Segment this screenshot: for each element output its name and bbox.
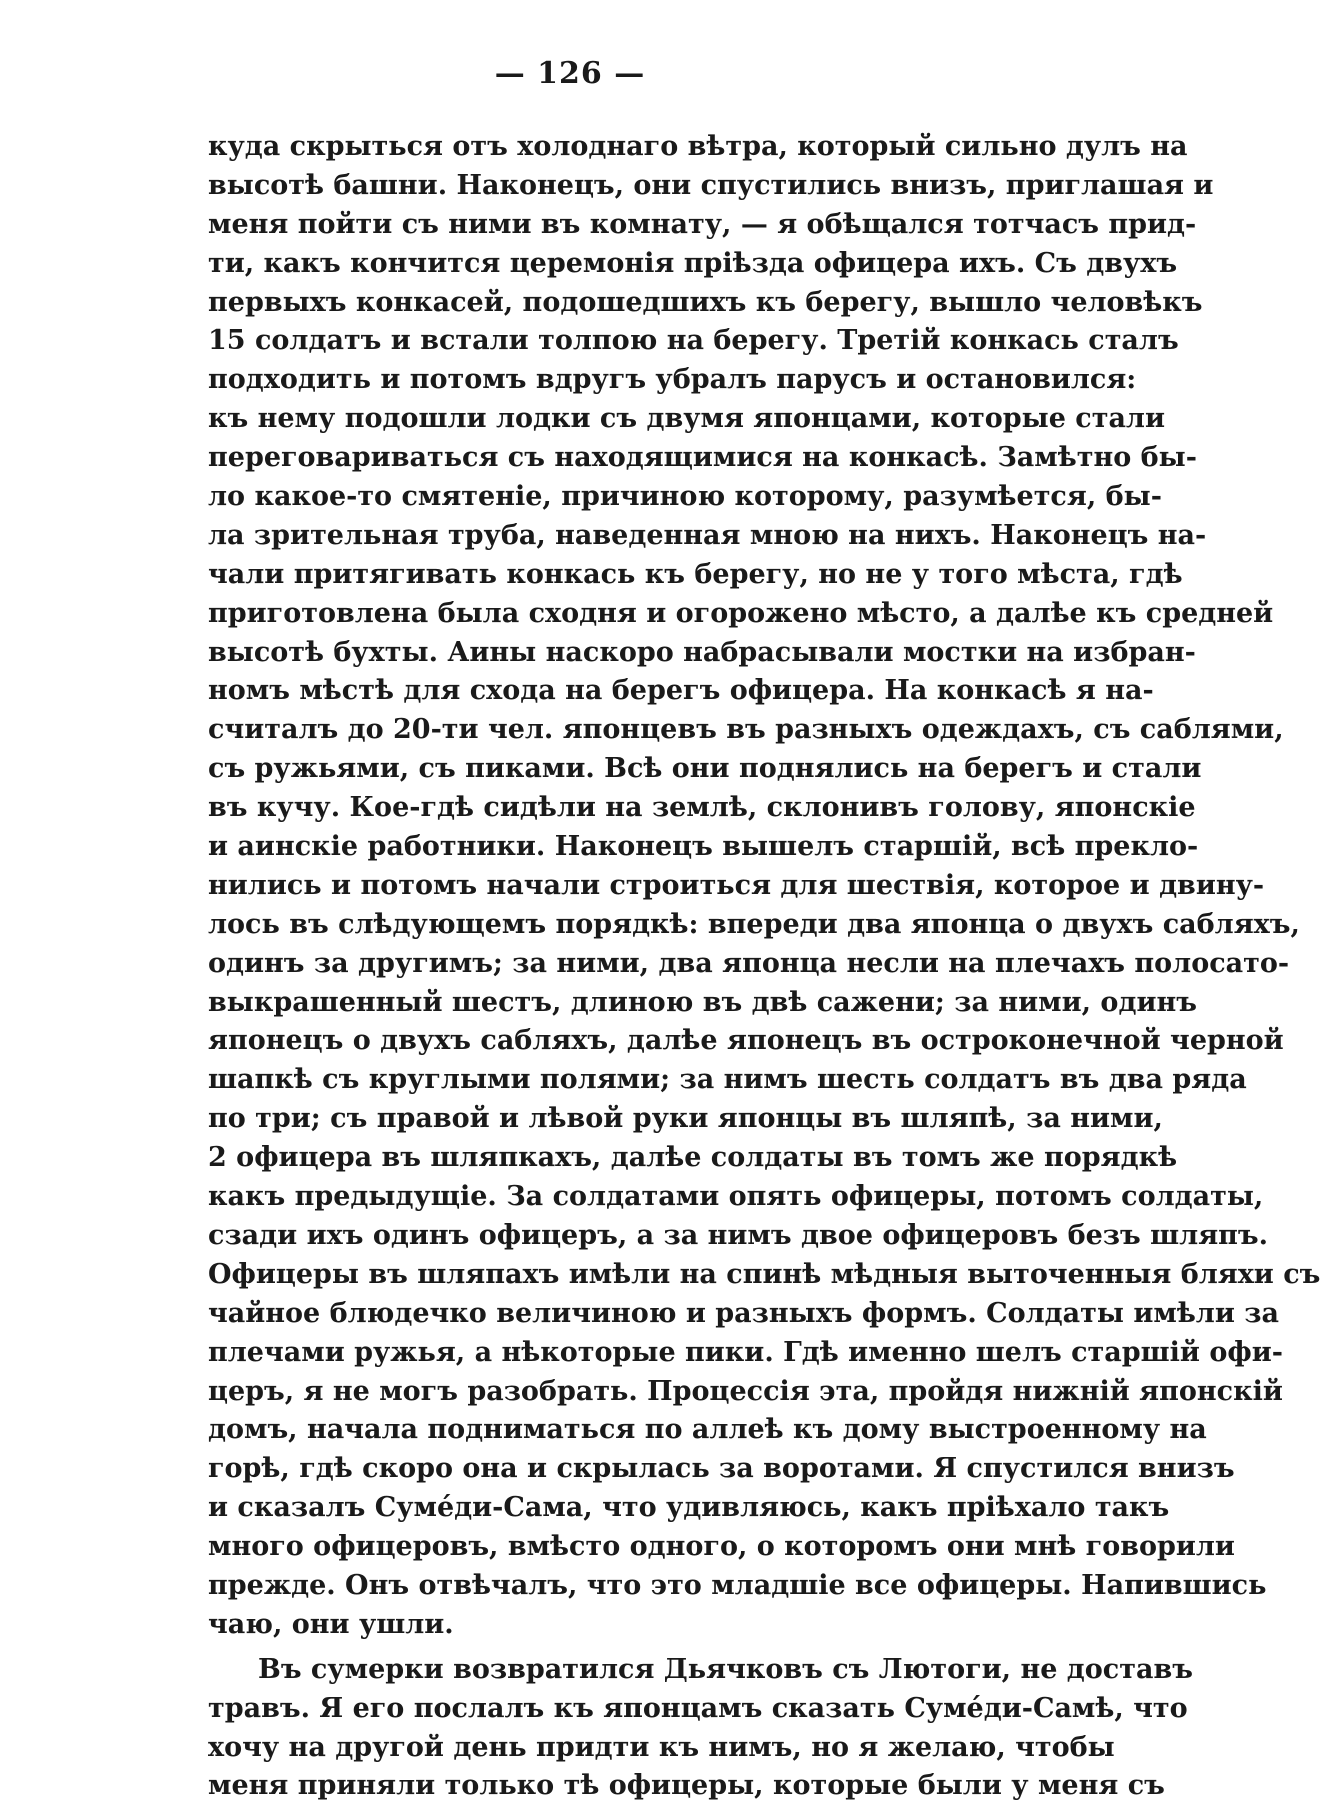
text-line: куда скрыться отъ холоднаго вѣтра, который сильно дулъ на: [208, 131, 1188, 162]
text-line: подходить и потомъ вдругъ убралъ парусъ и остановился:: [208, 364, 1137, 396]
text-line: чайное блюдечко величиною и разныхъ формъ. Солдаты имѣли за: [208, 1297, 1279, 1329]
page-number: — 126 —: [494, 56, 646, 91]
text-line: горѣ, гдѣ скоро она и скрылась за воротами. Я спустился внизъ: [208, 1453, 1235, 1485]
text-line: 2 офицера въ шляпкахъ, далѣе солдаты въ томъ же порядкѣ: [208, 1142, 1178, 1174]
text-line: много офицеровъ, вмѣсто одного, о которомъ они мнѣ говорили: [208, 1531, 1235, 1563]
text-line: по три; съ правой и лѣвой руки японцы въ шляпѣ, за ними,: [208, 1103, 1163, 1135]
text-line: номъ мѣстѣ для схода на берегъ офицера. На конкасѣ я на-: [208, 675, 1154, 707]
text-line: ти, какъ кончится церемонія пріѣзда офицера ихъ. Съ двухъ: [208, 247, 1178, 279]
paragraph-1: [208, 128, 1320, 1645]
text-line: считалъ до 20-ти чел. японцевъ въ разныхъ одеждахъ, съ саблями,: [208, 714, 1284, 746]
text-line: 15 солдатъ и встали толпою на берегу. Третій конкась сталъ: [208, 325, 1179, 357]
text-line: прежде. Онъ отвѣчалъ, что это младшіе все офицеры. Напившись: [208, 1569, 1267, 1601]
text-line: хочу на другой день придти къ нимъ, но я желаю, чтобы: [208, 1731, 1115, 1763]
text-line: чаю, они ушли.: [208, 1608, 454, 1640]
text-line: первыхъ конкасей, подошедшихъ къ берегу, вышло человѣкъ: [208, 286, 1203, 318]
text-line: домъ, начала подниматься по аллеѣ къ дому выстроенному на: [208, 1414, 1207, 1446]
text-line: высотѣ башни. Наконецъ, они спустились внизъ, приглашая и: [208, 169, 1214, 201]
text-line: выкрашенный шестъ, длиною въ двѣ сажени; за ними, одинъ: [208, 986, 1197, 1018]
text-line: и сказалъ Суме́ди-Сама, что удивляюсь, какъ пріѣхало такъ: [208, 1492, 1170, 1524]
text-line: Офицеры въ шляпахъ имѣли на спинѣ мѣдныя выточенныя бляхи съ: [208, 1258, 1320, 1290]
text-line: нились и потомъ начали строиться для шествія, которое и двину-: [208, 869, 1265, 901]
text-line: церъ, я не могъ разобрать. Процессія эта, пройдя нижній японскій: [208, 1375, 1283, 1407]
text-line: какъ предыдущіе. За солдатами опять офицеры, потомъ солдаты,: [208, 1181, 1264, 1213]
text-line: и аинскіе работники. Наконецъ вышелъ старшій, всѣ прекло-: [208, 831, 1199, 863]
text-line: съ ружьями, съ пиками. Всѣ они поднялись на берегъ и стали: [208, 753, 1202, 785]
text-line: травъ. Я его послалъ къ японцамъ сказать Суме́ди-Самѣ, что: [208, 1692, 1188, 1724]
text-line: высотѣ бухты. Аины наскоро набрасывали мостки на избран-: [208, 636, 1196, 668]
text-line: къ нему подошли лодки съ двумя японцами, которые стали: [208, 403, 1165, 435]
text-line: лось въ слѣдующемъ порядкѣ: впереди два японца о двухъ сабляхъ,: [208, 908, 1300, 940]
text-line: приготовлена была сходня и огорожено мѣсто, а далѣе къ средней: [208, 597, 1274, 629]
text-line: японецъ о двухъ сабляхъ, далѣе японецъ въ остроконечной черной: [208, 1025, 1284, 1057]
body-text: [208, 128, 1320, 1806]
paragraph-2: [208, 1651, 1193, 1806]
text-line: сзади ихъ одинъ офицеръ, а за нимъ двое офицеровъ безъ шляпъ.: [208, 1219, 1269, 1251]
text-line: меня приняли только тѣ офицеры, которые были у меня съ: [208, 1770, 1165, 1802]
text-line: плечами ружья, а нѣкоторые пики. Гдѣ именно шелъ старшій офи-: [208, 1336, 1283, 1368]
text-line: ла зрительная труба, наведенная мною на нихъ. Наконецъ на-: [208, 519, 1207, 551]
text-line: чали притягивать конкась къ берегу, но не у того мѣста, гдѣ: [208, 558, 1183, 590]
text-line: ло какое-то смятеніе, причиною которому, разумѣется, бы-: [208, 481, 1162, 513]
text-line: шапкѣ съ круглыми полями; за нимъ шесть солдатъ въ два ряда: [208, 1064, 1247, 1096]
text-line: Въ сумерки возвратился Дьячковъ съ Лютоги, не доставъ: [258, 1653, 1193, 1685]
text-line: меня пойти съ ними въ комнату, — я обѣщался тотчасъ прид-: [208, 208, 1197, 240]
text-line: одинъ за другимъ; за ними, два японца несли на плечахъ полосато-: [208, 947, 1290, 979]
text-line: въ кучу. Кое-гдѣ сидѣли на землѣ, склонивъ голову, японскіе: [208, 792, 1196, 824]
text-line: переговариваться съ находящимися на конкасѣ. Замѣтно бы-: [208, 442, 1197, 474]
